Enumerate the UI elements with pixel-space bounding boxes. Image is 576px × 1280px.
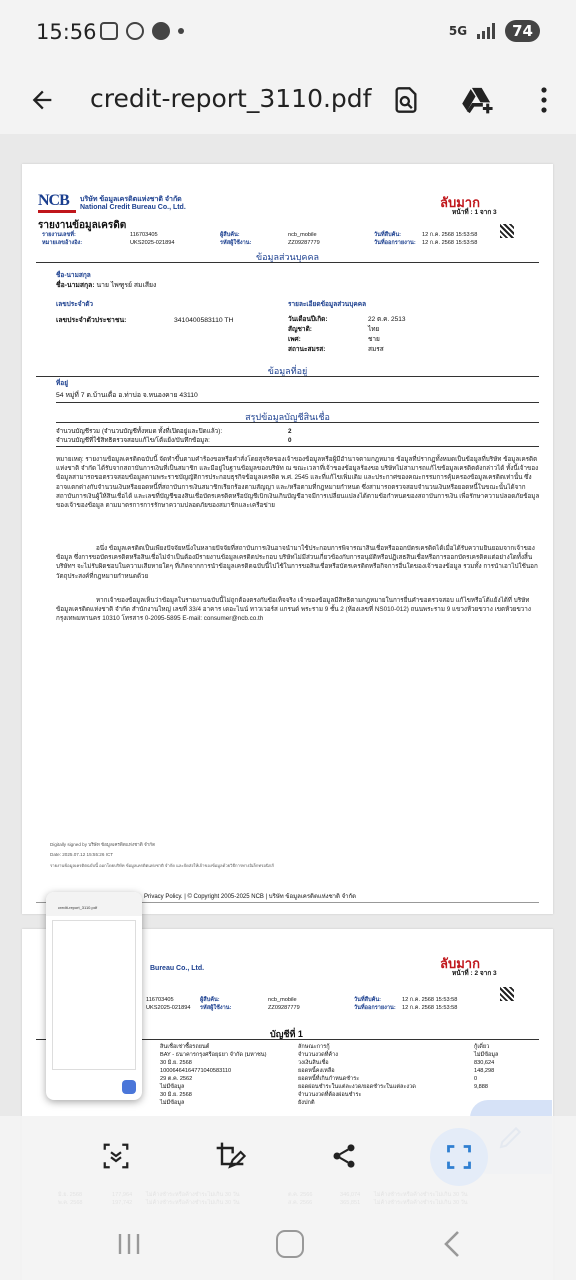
signal-icon <box>477 23 495 39</box>
document-title: credit-report_3110.pdf <box>90 84 372 113</box>
screenshot-thumbnail[interactable] <box>46 892 142 1100</box>
account-row: 29 ต.ค. 2562 ยอดหนี้ที่เกินกำหนดชำระ 0 <box>160 1076 478 1082</box>
share-button[interactable] <box>322 1134 366 1178</box>
battery-icon: 74 <box>505 20 540 42</box>
company-name-th: บริษัท ข้อมูลเครดิตแห่งชาติ จำกัด <box>80 196 182 203</box>
notification-icons <box>100 22 184 40</box>
qr-code <box>500 224 514 238</box>
chevron-left-icon <box>440 1230 464 1258</box>
confidential-label-2: ลับมาก <box>440 956 480 971</box>
detail-heading: รายละเอียดข้อมูลส่วนบุคคล <box>288 301 367 308</box>
thumbnail-title: credit-report_3110.pdf <box>46 902 142 916</box>
meta-row-2: หมายเลขอ้างอิง: UKS2025-021894 รหัสผู้ใช้งาน: ZZ09287779 วันที่ออกรายงาน: 12 ก.ค. 2568 15:53:58 <box>42 240 478 246</box>
ncb-logo: NCB <box>38 192 76 212</box>
address-value: 54 หมู่ที่ 7 ต.บ้านเดื่อ อ.ท่าบ่อ จ.หนองคาย 43110 <box>56 392 198 399</box>
back-nav-button[interactable] <box>440 1230 464 1258</box>
summary-total-accounts: จำนวนบัญชีรวม (จำนวนบัญชีทั้งหมด ทั้งที่เปิดอยู่และปิดแล้ว): 2 <box>56 428 292 435</box>
confidential-label: ลับมาก <box>440 195 480 210</box>
more-options-button[interactable] <box>526 82 562 118</box>
id-row: เลขประจำตัวประชาชน: 3410400583110 TH <box>56 317 234 324</box>
company-name-en: National Credit Bureau Co., Ltd. <box>80 204 186 211</box>
summary-section-title: สรุปข้อมูลบัญชีสินเชื่อ <box>245 412 330 422</box>
account-title: บัญชีที่ 1 <box>270 1029 303 1039</box>
qr-code-2 <box>500 987 514 1001</box>
signature-date: Date: 2025.07.12 15:55:26 ICT <box>50 852 114 857</box>
summary-disputed-accounts: จำนวนบัญชีที่ใช้สิทธิตรวจสอบแก้ไข/โต้แย้ง/บันทึกข้อมูล: 0 <box>56 437 292 444</box>
address-section-title: ข้อมูลที่อยู่ <box>267 366 308 376</box>
page-footer: Privacy Policy. | © Copyright 2005-2025 NCB | บริษัท ข้อมูลเครดิตแห่งชาติ จำกัด <box>144 894 357 900</box>
detail-gender: เพศ: ชาย <box>288 336 380 343</box>
account-details <box>160 1043 499 1107</box>
scroll-capture-button[interactable] <box>94 1134 138 1178</box>
account-row: ไม่มีข้อมูล ยอดผ่อนชำระในแต่ละงวด/ยอดชำระในแต่ละงวด 9,888 <box>160 1084 488 1090</box>
line-icon <box>152 22 170 40</box>
app-bar <box>0 66 576 134</box>
report-title: รายงานข้อมูลเครดิต <box>38 220 127 231</box>
search-document-button[interactable] <box>388 82 424 118</box>
account-row: 10006464164771040583110 ยอดหนี้คงเหลือ 148,298 <box>160 1068 495 1074</box>
crop-edit-icon <box>214 1140 246 1172</box>
meta-row-2-2: UKS2025-021894 รหัสผู้ใช้งาน: ZZ09287779 วันที่ออกรายงาน: 12 ก.ค. 2568 15:53:58 <box>146 1005 458 1011</box>
arrow-back-icon <box>28 86 56 114</box>
screenshot-icon <box>100 22 118 40</box>
signature-note: รายงานข้อมูลเครดิตฉบับนี้ ออกโดยบริษัท ข้อมูลเครดิตแห่งชาติ จำกัด และจัดส่งให้เจ้าของข้อมูลด้วยวิธีการทางอิเล็กทรอนิกส์ <box>50 863 274 868</box>
pdf-page-1 <box>22 164 553 914</box>
contact-paragraph: หากเจ้าของข้อมูลเห็นว่าข้อมูลในรายงานฉบับนี้ไม่ถูกต้องตรงกับข้อเท็จจริง เจ้าของข้อมูลมีสิทธิตามกฎหมายในการยื่นคำขอตรวจสอบ แก้ไขหรือโต้แย้งได้ที่ บริษัท ข้อมูลเครดิตแห่งชาติ จำกัด สำนักงานใหญ่ เลขที่ 33/4 อาคาร เดอะไนน์ ทาวเวอร์ส แกรนด์ พระราม 9 ชั้น 2 (ห้องเลขที่ NS010-012) ถนนพระราม 9 แขวงห้วยขวาง เขตห้วยขวาง กรุงเทพมหานคร 10310 โทรสาร 0-2095-5895 E-mail: consumer@ncb.co.th <box>56 597 531 623</box>
meta-row-1: รายงานเลขที่: 116703405 ผู้สืบค้น: ncb_mobile วันที่สืบค้น: 12 ก.ค. 2568 15:53:58 <box>42 232 478 238</box>
more-vert-icon <box>541 87 547 113</box>
share-icon <box>330 1142 358 1170</box>
recent-apps-button[interactable] <box>116 1232 142 1256</box>
detail-nationality: สัญชาติ: ไทย <box>288 326 380 333</box>
recent-apps-icon <box>116 1232 142 1256</box>
network-type: 5G <box>448 23 468 38</box>
home-button[interactable] <box>276 1230 304 1258</box>
screenshot-toolbar <box>0 1116 576 1196</box>
account-row: สินเชื่อเช่าซื้อรถยนต์ ลักษณะการกู้ กู้เดี่ยว <box>160 1044 490 1050</box>
company-name-en-2: Bureau Co., Ltd. <box>150 965 205 972</box>
scroll-capture-icon <box>101 1141 131 1171</box>
name-heading: ชื่อ-นามสกุล <box>56 272 91 279</box>
address-heading: ที่อยู่ <box>56 380 68 387</box>
drive-add-icon <box>461 85 495 115</box>
account-row: 30 มิ.ย. 2568 จำนวนงวดที่ต้องผ่อนชำระ <box>160 1092 362 1098</box>
lens-scan-icon <box>445 1143 473 1171</box>
detail-marital: สถานะสมรส: สมรส <box>288 346 384 353</box>
edit-screenshot-button[interactable] <box>208 1134 252 1178</box>
more-notifications-icon <box>178 28 184 34</box>
account-row: BAY - ธนาคารกรุงศรีอยุธยา จำกัด (มหาชน) จำนวนงวดที่ค้าง ไม่มีข้อมูล <box>160 1052 499 1058</box>
status-bar <box>0 0 576 66</box>
search-document-icon <box>392 86 420 114</box>
status-time: 15:56 <box>36 20 97 44</box>
account-row: 30 มิ.ย. 2568 วงเงินสินเชื่อ 830,624 <box>160 1060 495 1066</box>
back-button[interactable] <box>24 82 60 118</box>
chat-icon <box>126 22 144 40</box>
page-number: หน้าที่ : 1 จาก 3 <box>452 209 497 216</box>
account-row: ไม่มีข้อมูล ยังปกติ <box>160 1100 315 1106</box>
detail-birthdate: วันเดือนปีเกิด: 22 ต.ค. 2513 <box>288 316 406 323</box>
add-to-drive-button[interactable] <box>460 82 496 118</box>
meta-row-2-1: 116703405 ผู้สืบค้น: ncb_mobile วันที่สืบค้น: 12 ก.ค. 2568 15:53:58 <box>146 997 458 1003</box>
id-heading: เลขประจำตัว <box>56 301 94 308</box>
personal-section-title: ข้อมูลส่วนบุคคล <box>256 252 319 262</box>
note-paragraph: หมายเหตุ: รายงานข้อมูลเครดิตฉบับนี้ จัดทำขึ้นตามคำร้องขอหรือคำสั่งโดยสุจริตของเจ้าของข้อมูลหรือผู้มีอำนาจตามกฎหมาย ข้อมูลที่ปรากฏทั้งหมดเป็นข้อมูลที่บริษัท ข้อมูลเครดิตแห่งชาติ จำกัด ได้รับจากสถาบันการเงินที่เป็นสมาชิก และมีอยู่ในฐานข้อมูลของบริษัท ณ ขณะเวลาที่เจ้าของข้อมูลร้องขอ บริษัทไม่สามารถแก้ไขข้อมูลเครดิตดังกล่าวได้ ทั้งนี้เจ้าของข้อมูลสามารถขอตรวจสอบข้อมูลตามพระราชบัญญัติการประกอบธุรกิจข้อมูลเครดิต พ.ศ. 2545 และที่แก้ไขเพิ่มเติม และประกาศของคณะกรรมการคุ้มครองข้อมูลเครดิตเท่านั้น ซึ่งอาจแตกต่างกับจำนวนเงินหรือยอดหนี้ที่สถาบันการเงินสมาชิกเรียกร้องตามสัญญา และ/หรือตามที่กฎหมายกำหนด ซึ่งสามารถตรวจสอบจำนวนเงินหรือยอดหนี้ในขณะนั้นได้จากสถาบันการเงินผู้ให้สินเชื่อได้ และเลขที่บัญชีของสินเชื่อบัตรเครดิตหรือบัญชีเบิกเงินเกินบัญชีอาจมีการเปลี่ยนแปลงได้ตามข้อกำหนดของสถาบันการเงิน เพื่อรักษาความปลอดภัยข้อมูลของเจ้าของข้อมูล ตามมาตรการการรักษาความปลอดภัยของสมาชิกและเครือข่าย <box>56 456 540 510</box>
info-paragraph: อนึ่ง ข้อมูลเครดิตเป็นเพียงปัจจัยหนึ่งในหลายปัจจัยที่สถาบันการเงินอาจนำมาใช้ประกอบการพิจารณาสินเชื่อหรือออกบัตรเครดิตได้เมื่อได้รับความยินยอมจากเจ้าของข้อมูล ซึ่งการขอบัตรเครดิตหรือสินเชื่อไม่จำเป็นต้องมีรายงานข้อมูลเครดิตประกอบ บริษัทไม่มีส่วนเกี่ยวข้องกับการอนุมัติหรือปฏิเสธสินเชื่อหรือการออกบัตรเครดิตแต่อย่างใดทั้งสิ้น บริษัทฯ จะไม่รับผิดชอบในความเสียหายใดๆ ที่เกิดจากการนำข้อมูลเครดิตฉบับนี้ไปใช้ในการขอสินเชื่อหรือบัตรเครดิตหรือกิจการอื่นใดของเจ้าของข้อมูล รวมทั้ง การนำเอาไปใช้นอกวัตถุประสงค์ที่กฎหมายกำหนดด้วย <box>56 545 538 580</box>
system-nav-bar <box>0 1196 576 1280</box>
name-row: ชื่อ-นามสกุล: นาย ไพฑูรย์ สมเสียง <box>56 282 157 289</box>
signature-by: Digitally signed by บริษัท ข้อมูลเครดิตแห่งชาติ จำกัด <box>50 842 156 847</box>
lens-button[interactable] <box>430 1128 488 1186</box>
page-number-2: หน้าที่ : 2 จาก 3 <box>452 970 497 977</box>
